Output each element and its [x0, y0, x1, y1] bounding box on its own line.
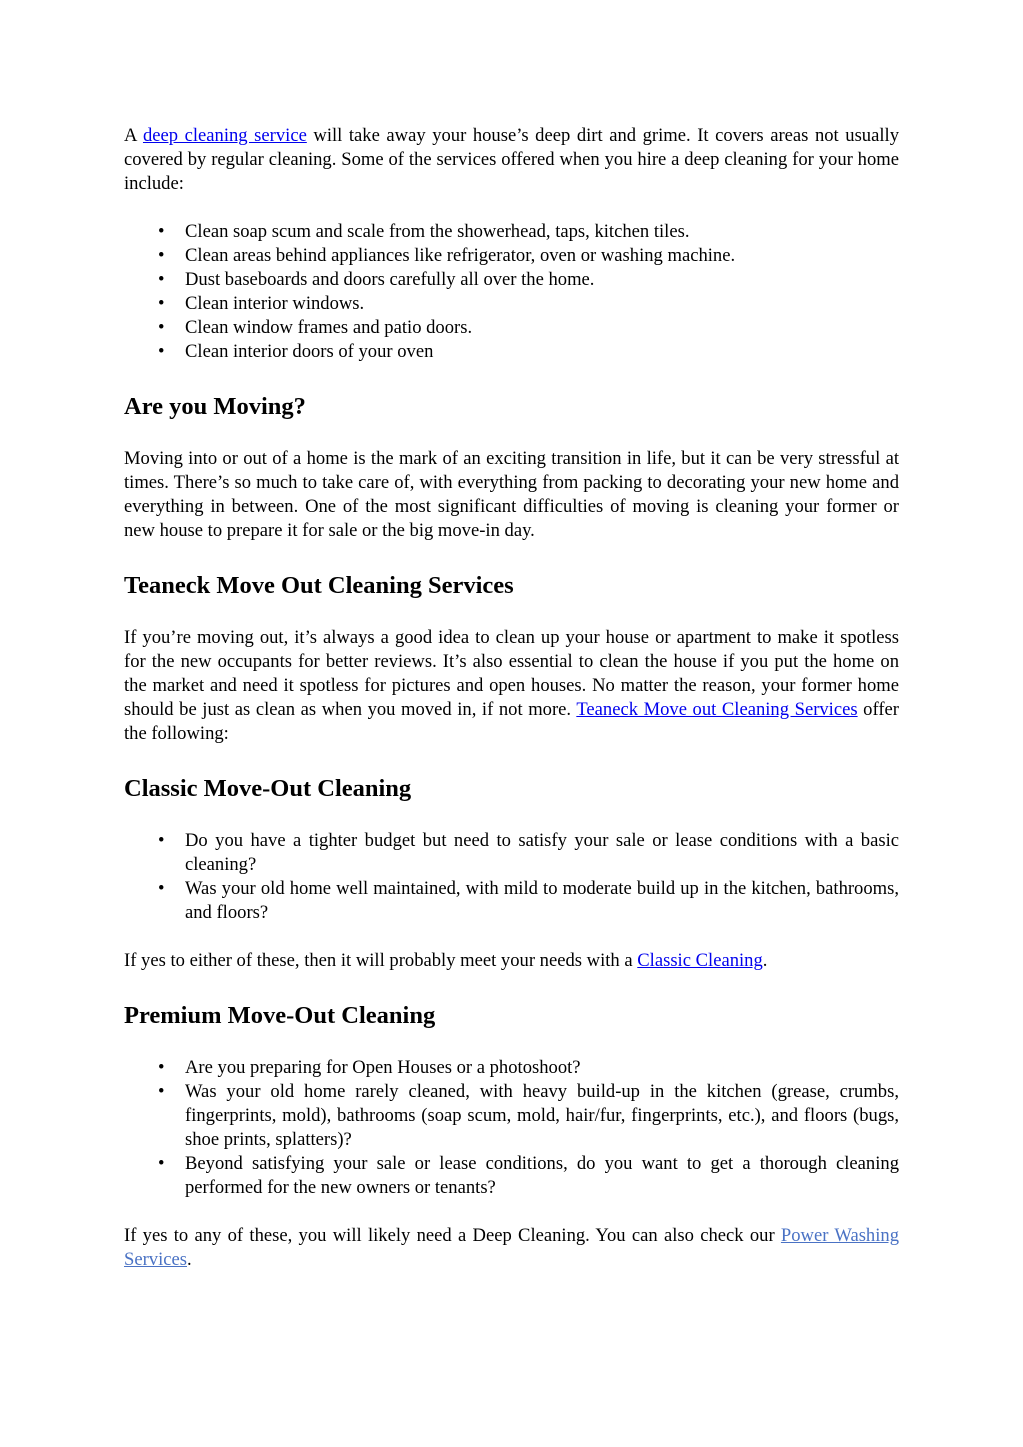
moveout-paragraph: [124, 626, 899, 746]
intro-text-start: A: [124, 125, 143, 146]
classic-cleaning-link[interactable]: Classic Cleaning: [637, 950, 763, 971]
premium-heading: Premium Move-Out Cleaning: [124, 1002, 436, 1029]
list-item: • Clean interior windows.: [185, 292, 899, 316]
power-washing-services-link[interactable]: Power Washing Services: [124, 1225, 899, 1270]
moveout-heading: Teaneck Move Out Cleaning Services: [124, 572, 514, 599]
classic-text-end: .: [762, 950, 768, 971]
list-item: • Clean soap scum and scale from the showerhead, taps, kitchen tiles.: [185, 220, 899, 244]
list-item: • Dust baseboards and doors carefully all over the home.: [185, 268, 899, 292]
moving-paragraph: Moving into or out of a home is the mark of an exciting transition in life, but it can be very stressful at times. There’s so much to take care of, with everything from packing to decorating your new home and everything in between. One of the most significant difficulties of moving is cleaning your former or new house to prepare it for sale or the big move-in day.: [124, 448, 899, 541]
moving-heading: Are you Moving?: [124, 393, 306, 420]
intro-services-list: [124, 220, 899, 364]
list-item: • Was your old home rarely cleaned, with heavy build-up in the kitchen (grease, crumbs, fingerprints, mold), bathrooms (soap scum, mold, hair/fur, fingerprints, etc.), and floors (bugs, shoe prints, splatters)?: [185, 1080, 899, 1152]
teaneck-move-out-link[interactable]: Teaneck Move out Cleaning Services: [576, 699, 858, 720]
list-item: • Clean areas behind appliances like refrigerator, oven or washing machine.: [185, 244, 899, 268]
classic-paragraph: [124, 949, 899, 973]
classic-text-start: If yes to either of these, then it will probably meet your needs with a: [124, 950, 638, 971]
intro-paragraph: [124, 124, 899, 196]
list-item: • Clean interior doors of your oven: [185, 340, 899, 364]
list-item: • Clean window frames and patio doors.: [185, 316, 899, 340]
list-item: • Are you preparing for Open Houses or a photoshoot?: [185, 1056, 899, 1080]
intro-text-end: will take away your house’s deep dirt and grime. It covers areas not usually covered by regular cleaning. Some of the services offered when you hire a deep cleaning for your home include:: [124, 125, 899, 194]
list-item: • Was your old home well maintained, with mild to moderate build up in the kitchen, bathrooms, and floors?: [185, 877, 899, 925]
list-item: • Beyond satisfying your sale or lease conditions, do you want to get a thorough cleaning performed for the new owners or tenants?: [185, 1152, 899, 1200]
document-page: [124, 124, 899, 1272]
deep-cleaning-service-link[interactable]: deep cleaning service: [142, 125, 307, 146]
premium-questions-list: [124, 1056, 899, 1200]
moveout-text-start: If you’re moving out, it’s always a good idea to clean up your house or apartment to make it spotless for the new occupants for better reviews. It’s also essential to clean the house if you put the home on the market and need it spotless for pictures and open houses. No matter the reason, your former home should be just as clean as when you moved in, if not more.: [124, 627, 899, 720]
list-item: • Do you have a tighter budget but need to satisfy your sale or lease conditions with a basic cleaning?: [185, 829, 899, 877]
premium-paragraph: [124, 1224, 899, 1272]
moveout-text-end: offer the following:: [124, 699, 899, 744]
premium-text-start: If yes to any of these, you will likely need a Deep Cleaning. You can also check our: [124, 1225, 781, 1246]
premium-text-end: .: [187, 1249, 192, 1270]
classic-heading: Classic Move-Out Cleaning: [124, 775, 412, 802]
classic-questions-list: [124, 829, 899, 925]
